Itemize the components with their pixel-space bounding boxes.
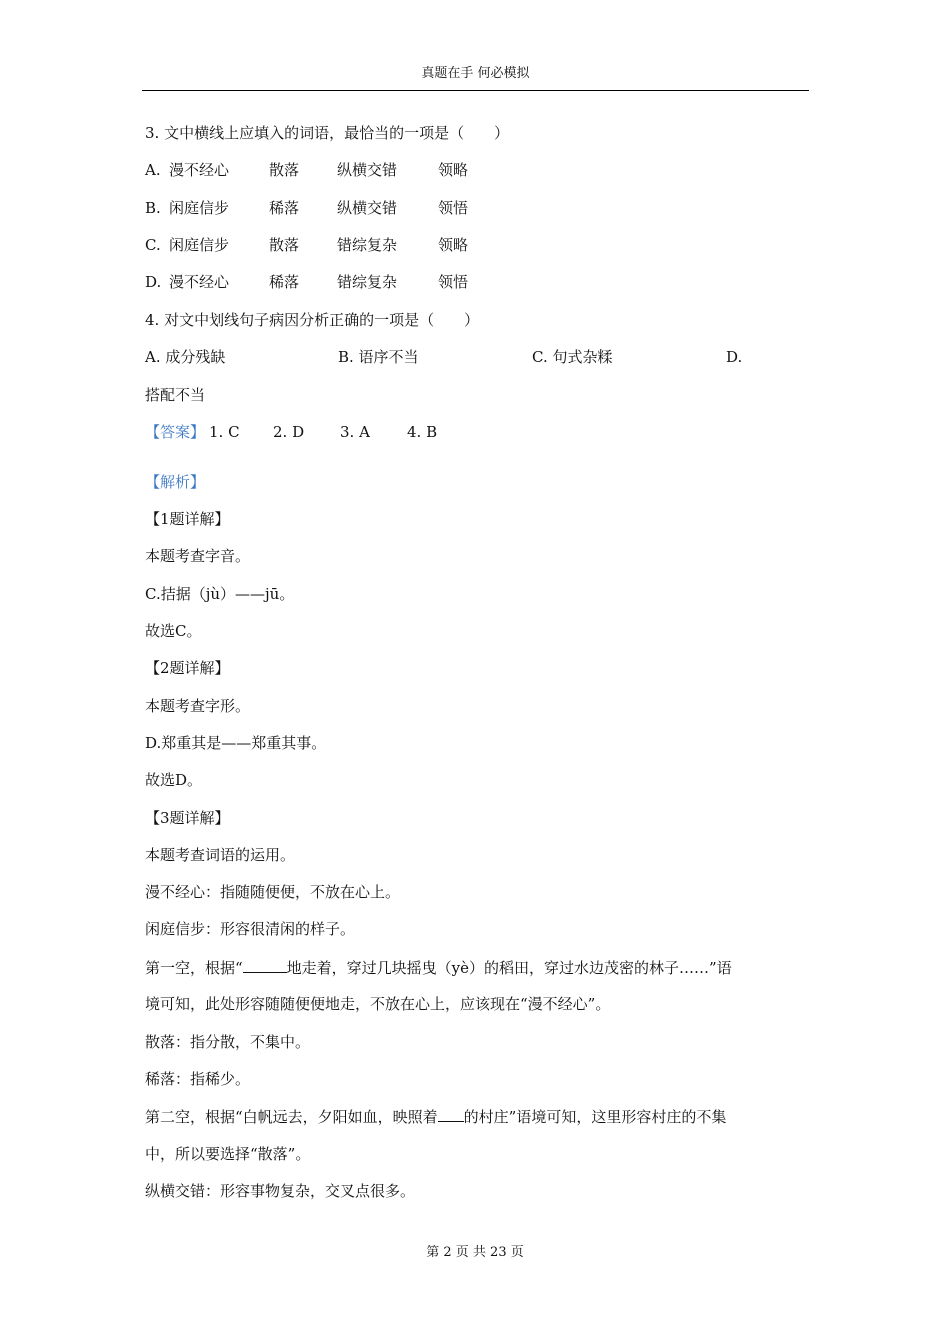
detail-2-line-3: 故选D。 <box>145 771 203 789</box>
page-header <box>142 64 809 91</box>
detail-3-line-6: 纵横交错：形容事物复杂，交叉点很多。 <box>145 1182 416 1200</box>
detail-3-line-4: 散落：指分散，不集中。 <box>145 1033 311 1051</box>
analysis-tag: 【解析】 <box>145 473 206 491</box>
detail-3-paragraph-2: 第二空，根据“白帆远去，夕阳如血，映照着 的村庄”语境可知，这里形容村庄的不集 <box>145 1105 726 1128</box>
fill-blank-line <box>243 956 287 973</box>
detail-1-line-2: C.拮据（jù）——jū。 <box>145 585 295 603</box>
answer-3: 3. A <box>340 423 370 441</box>
detail-2-title: 【2题详解】 <box>145 659 230 677</box>
q4-option-b: B. 语序不当 <box>338 348 419 366</box>
detail-3-paragraph-2-cont: 中，所以要选择“散落”。 <box>145 1145 311 1163</box>
answer-2: 2. D <box>273 423 305 441</box>
header-title: 真题在手 何必模拟 <box>421 66 530 81</box>
page-number: 第 2 页 共 23 页 <box>426 1245 524 1260</box>
q4-option-c: C. 句式杂糅 <box>532 348 613 366</box>
detail-2-line-2: D.郑重其是——郑重其事。 <box>145 734 327 752</box>
detail-1-line-3: 故选C。 <box>145 622 202 640</box>
detail-3-paragraph-1-cont: 境可知，此处形容随随便便地走，不放在心上，应该现在“漫不经心”。 <box>145 995 611 1013</box>
detail-3-line-5: 稀落：指稀少。 <box>145 1070 251 1088</box>
q4-stem: 4. 对文中划线句子病因分析正确的一项是（ ） <box>145 311 480 329</box>
detail-3-line-2: 漫不经心：指随随便便，不放在心上。 <box>145 883 401 901</box>
q4-option-d-text: 搭配不当 <box>145 386 206 404</box>
page-footer <box>0 1243 950 1263</box>
answer-1: 1. C <box>209 423 240 441</box>
detail-3-title: 【3题详解】 <box>145 809 230 827</box>
detail-2-line-1: 本题考查字形。 <box>145 697 251 715</box>
detail-3-line-3: 闲庭信步：形容很清闲的样子。 <box>145 920 356 938</box>
q4-option-d: D. <box>726 348 743 366</box>
q4-option-a: A. 成分残缺 <box>145 348 226 366</box>
detail-1-title: 【1题详解】 <box>145 510 230 528</box>
answer-4: 4. B <box>407 423 438 441</box>
detail-3-paragraph-1: 第一空，根据“ 地走着，穿过几块摇曳（yè）的稻田，穿过水边茂密的林子……”语 <box>145 956 732 979</box>
fill-blank-line <box>438 1105 464 1122</box>
detail-1-line-1: 本题考查字音。 <box>145 547 251 565</box>
detail-3-line-1: 本题考查词语的运用。 <box>145 846 296 864</box>
answer-tag: 【答案】 <box>145 423 206 441</box>
q3-stem: 3. 文中横线上应填入的词语，最恰当的一项是（ ） <box>145 124 510 142</box>
